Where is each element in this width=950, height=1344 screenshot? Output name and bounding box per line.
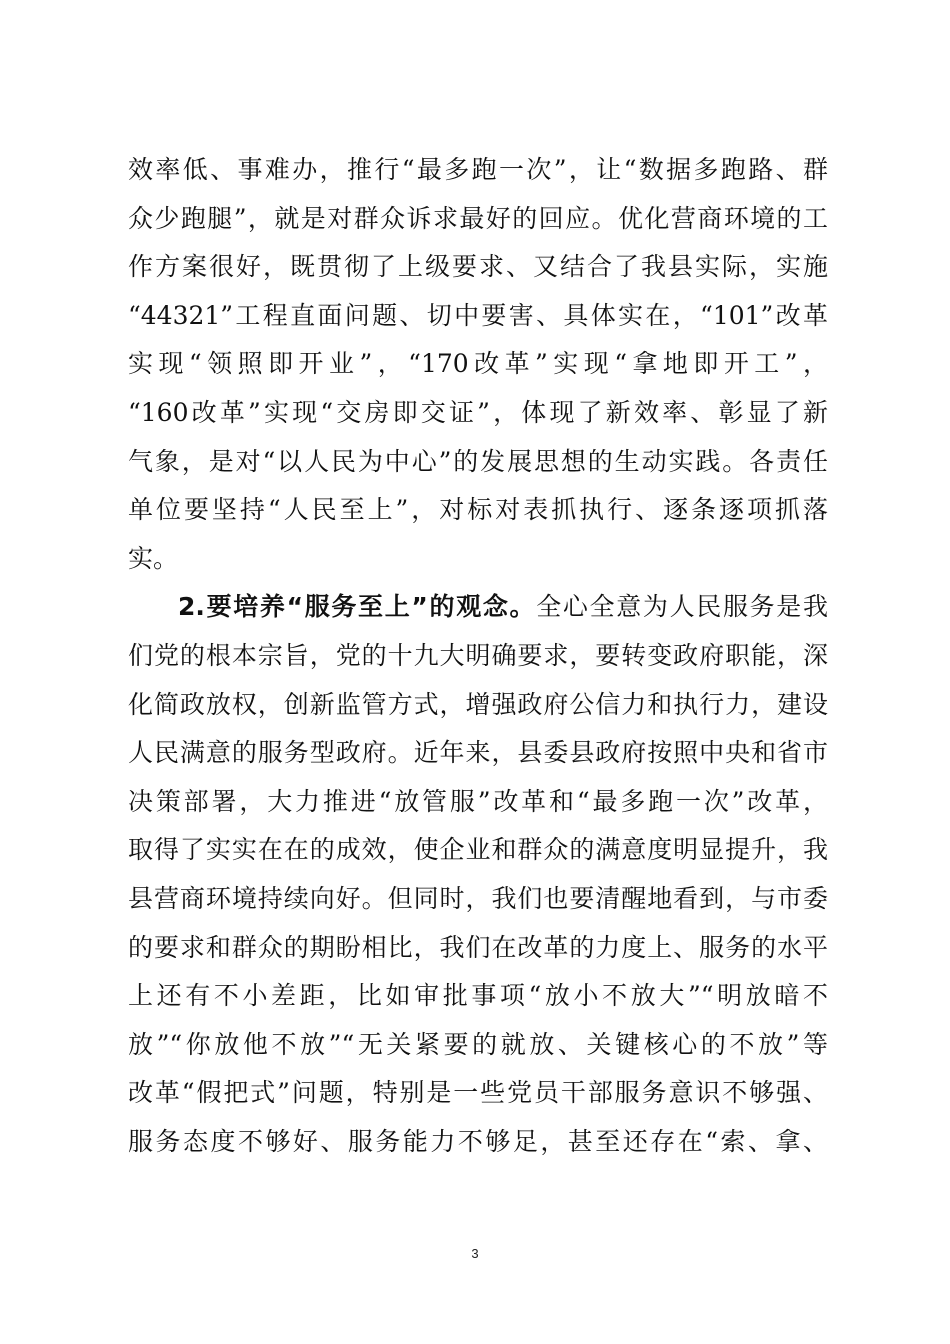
paragraph-line: 的要求和群众的期盼相比，我们在改革的力度上、服务的水平 (128, 932, 828, 962)
paragraph-line: 上还有不小差距，比如审批事项“放小不放大”“明放暗不 (128, 981, 828, 1011)
paragraph-line: “160改革”实现“交房即交证”，体现了新效率、彰显了新 (128, 397, 828, 427)
paragraph-line: 实现“领照即开业”，“170改革”实现“拿地即开工”， (128, 349, 828, 379)
paragraph-line: 气象，是对“以人民为中心”的发展思想的生动实践。各责任 (128, 446, 828, 476)
section-intro-text: 全心全意为人民服务是我 (536, 592, 828, 622)
paragraph-line: “44321”工程直面问题、切中要害、具体实在，“101”改革 (128, 300, 828, 330)
section-heading: 2.要培养“服务至上”的观念。 (178, 592, 537, 622)
body-text (128, 146, 828, 1166)
paragraph-line: 单位要坚持“人民至上”，对标对表抓执行、逐条逐项抓落 (128, 495, 828, 525)
paragraph-line: 放”“你放他不放”“无关紧要的就放、关键核心的不放”等 (128, 1029, 828, 1059)
paragraph-line: 改革“假把式”问题，特别是一些党员干部服务意识不够强、 (128, 1078, 828, 1108)
paragraph-line: 作方案很好，既贯彻了上级要求、又结合了我县实际，实施 (128, 252, 828, 282)
paragraph-line: 效率低、事难办，推行“最多跑一次”，让“数据多跑路、群 (128, 155, 828, 184)
paragraph-line: 服务态度不够好、服务能力不够足，甚至还存在“索、拿、 (128, 1126, 828, 1156)
page-number: 3 (471, 1246, 479, 1261)
paragraph-line: 众少跑腿”，就是对群众诉求最好的回应。优化营商环境的工 (128, 203, 828, 233)
paragraph-line: 人民满意的服务型政府。近年来，县委县政府按照中央和省市 (128, 738, 828, 768)
paragraph-line: 们党的根本宗旨，党的十九大明确要求，要转变政府职能，深 (128, 640, 828, 670)
section-heading-line (128, 583, 828, 632)
paragraph-line: 县营商环境持续向好。但同时，我们也要清醒地看到，与市委 (128, 883, 828, 913)
paragraph-line: 取得了实实在在的成效，使企业和群众的满意度明显提升，我 (128, 835, 828, 865)
paragraph-line: 决策部署，大力推进“放管服”改革和“最多跑一次”改革， (128, 786, 828, 816)
paragraph-line: 化简政放权，创新监管方式，增强政府公信力和执行力，建设 (128, 689, 828, 719)
paragraph-line: 实。 (128, 543, 179, 573)
